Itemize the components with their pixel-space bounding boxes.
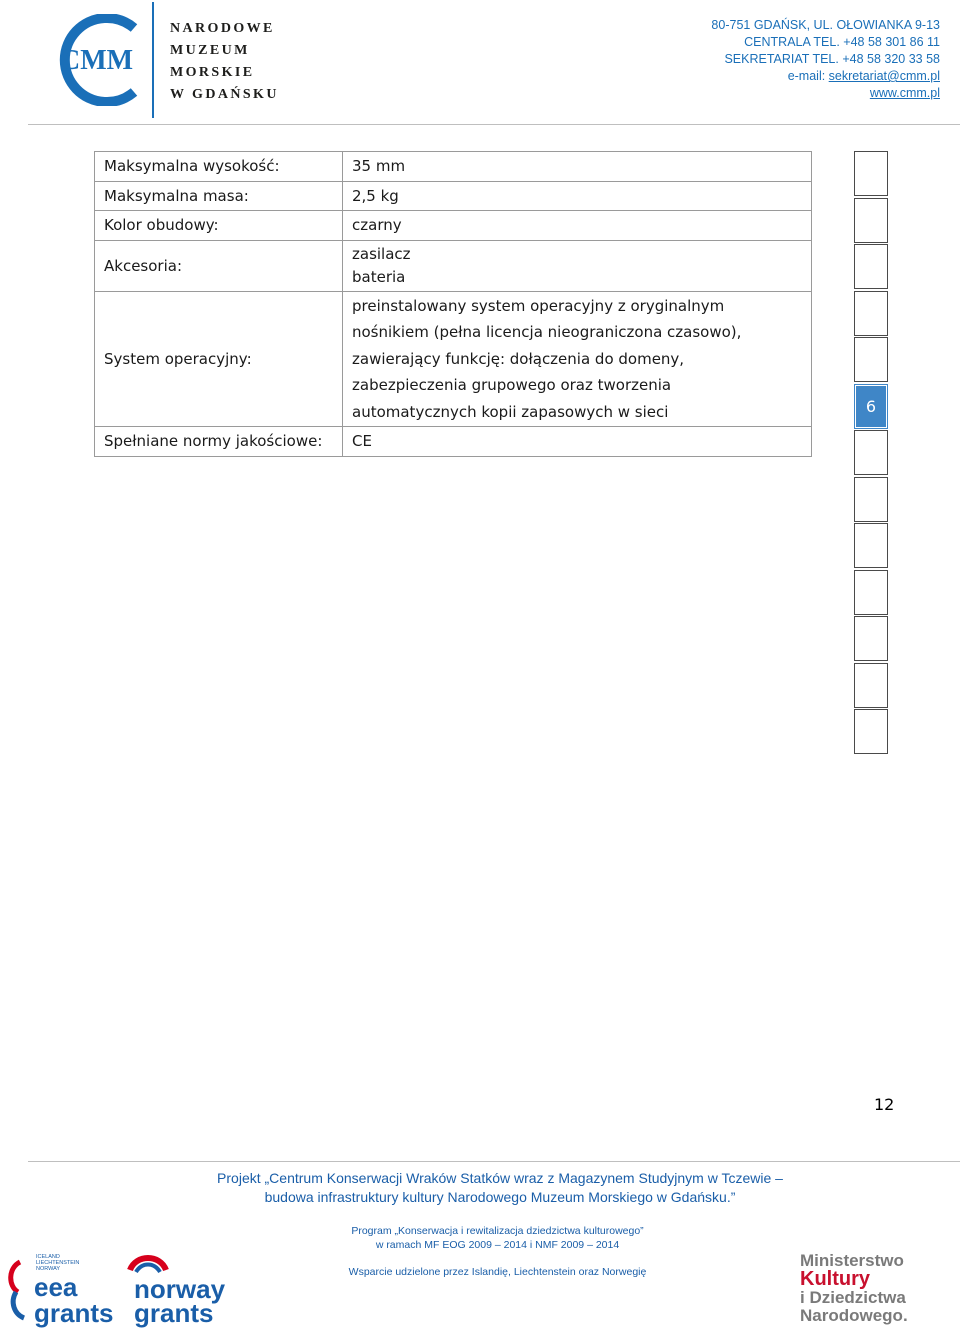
svg-text:grants: grants xyxy=(34,1298,114,1328)
row-label: Maksymalna masa: xyxy=(95,181,343,211)
strip-box xyxy=(854,244,888,289)
ministry-line: i Dziedzictwa xyxy=(800,1288,906,1307)
footer-divider xyxy=(28,1161,960,1162)
strip-box xyxy=(854,477,888,522)
svg-text:norway: norway xyxy=(134,1274,226,1304)
central-phone: CENTRALA TEL. +48 58 301 86 11 xyxy=(744,35,940,49)
contact-info xyxy=(711,17,940,102)
strip-box xyxy=(854,709,888,754)
strip-box xyxy=(854,198,888,243)
row-value xyxy=(343,427,812,457)
value-line: 35 mm xyxy=(352,157,406,175)
header-divider xyxy=(28,124,960,125)
value-line: preinstalowany system operacyjny z oryginalnym xyxy=(352,296,725,315)
strip-box xyxy=(854,570,888,615)
table-row xyxy=(95,427,812,457)
strip-box-active: 6 xyxy=(854,384,888,429)
value-line: zabezpieczenia grupowego oraz tworzenia xyxy=(352,376,672,394)
museum-name-line: MORSKIE xyxy=(170,65,255,80)
program-line: w ramach MF EOG 2009 – 2014 i NMF 2009 – 2014 xyxy=(375,1239,620,1251)
value-line: czarny xyxy=(352,216,402,234)
value-line: automatycznych kopii zapasowych w sieci xyxy=(352,402,669,421)
support-note: Wsparcie udzielone przez Islandię, Liechtenstein oraz Norwegię xyxy=(348,1266,647,1278)
value-line: nośnikiem (pełna licencja nieograniczona czasowo), xyxy=(352,323,742,341)
table-row xyxy=(95,181,812,211)
svg-text:LIECHTENSTEIN: LIECHTENSTEIN xyxy=(36,1260,80,1266)
website-link[interactable]: www.cmm.pl xyxy=(869,86,940,100)
value-line: 2,5 kg xyxy=(352,186,399,205)
row-label: Akcesoria: xyxy=(95,240,343,291)
row-value xyxy=(343,152,812,182)
page-strip xyxy=(854,151,888,756)
row-label: System operacyjny: xyxy=(95,291,343,427)
logo-divider xyxy=(152,2,154,118)
table-row xyxy=(95,211,812,241)
ministry-line: Kultury xyxy=(800,1268,870,1290)
row-label: Spełniane normy jakościowe: xyxy=(95,427,343,457)
value-line: CE xyxy=(352,432,372,450)
row-value xyxy=(343,240,812,291)
table-row xyxy=(95,240,812,291)
ministry-logo xyxy=(800,1252,925,1328)
value-line: bateria xyxy=(352,267,406,286)
email-label: e-mail: xyxy=(787,69,829,83)
svg-text:grants: grants xyxy=(134,1298,214,1328)
strip-box xyxy=(854,663,888,708)
project-description xyxy=(160,1169,840,1207)
strip-box xyxy=(854,523,888,568)
svg-text:eea: eea xyxy=(34,1272,78,1302)
email-line xyxy=(711,68,940,85)
logo-letters: CMM xyxy=(60,45,134,76)
strip-box xyxy=(854,291,888,336)
table-row xyxy=(95,152,812,182)
page-number: 12 xyxy=(874,1095,895,1114)
eea-grants-logo xyxy=(6,1252,118,1328)
cmm-logo-mark xyxy=(50,14,142,106)
row-label: Maksymalna wysokość: xyxy=(95,152,343,182)
museum-name-line: W GDAŃSKU xyxy=(170,87,279,102)
museum-name xyxy=(170,18,279,106)
svg-text:NORWAY: NORWAY xyxy=(36,1266,61,1272)
spec-table xyxy=(94,151,812,457)
value-line: zawierający funkcję: dołączenia do domeny, xyxy=(352,349,685,368)
row-value xyxy=(343,181,812,211)
row-value xyxy=(343,291,812,427)
program-line: Program „Konserwacja i rewitalizacja dziedzictwa kulturowego” xyxy=(351,1225,644,1237)
address: 80-751 GDAŃSK, UL. OŁOWIANKA 9-13 xyxy=(711,18,940,32)
museum-name-line: NARODOWE xyxy=(170,21,275,36)
secretariat-phone: SEKRETARIAT TEL. +48 58 320 33 58 xyxy=(724,52,940,66)
program-description xyxy=(250,1224,745,1252)
svg-text:ICELAND: ICELAND xyxy=(36,1254,60,1260)
project-line: budowa infrastruktury kultury Narodowego Muzeum Morskiego w Gdańsku.” xyxy=(264,1189,736,1205)
row-value xyxy=(343,211,812,241)
strip-box xyxy=(854,430,888,475)
project-line: Projekt „Centrum Konserwacji Wraków Statków wraz z Magazynem Studyjnym w Tczewie – xyxy=(217,1170,783,1186)
email-link[interactable]: sekretariat@cmm.pl xyxy=(828,69,940,83)
value-line: zasilacz xyxy=(352,244,411,263)
ministry-line: Narodowego. xyxy=(800,1306,908,1325)
strip-box xyxy=(854,616,888,661)
norway-grants-logo xyxy=(122,1252,234,1328)
museum-name-line: MUZEUM xyxy=(170,43,250,58)
table-row xyxy=(95,291,812,427)
strip-box xyxy=(854,151,888,196)
strip-box xyxy=(854,337,888,382)
row-label: Kolor obudowy: xyxy=(95,211,343,241)
ministry-line: Ministerstwo xyxy=(800,1251,904,1270)
